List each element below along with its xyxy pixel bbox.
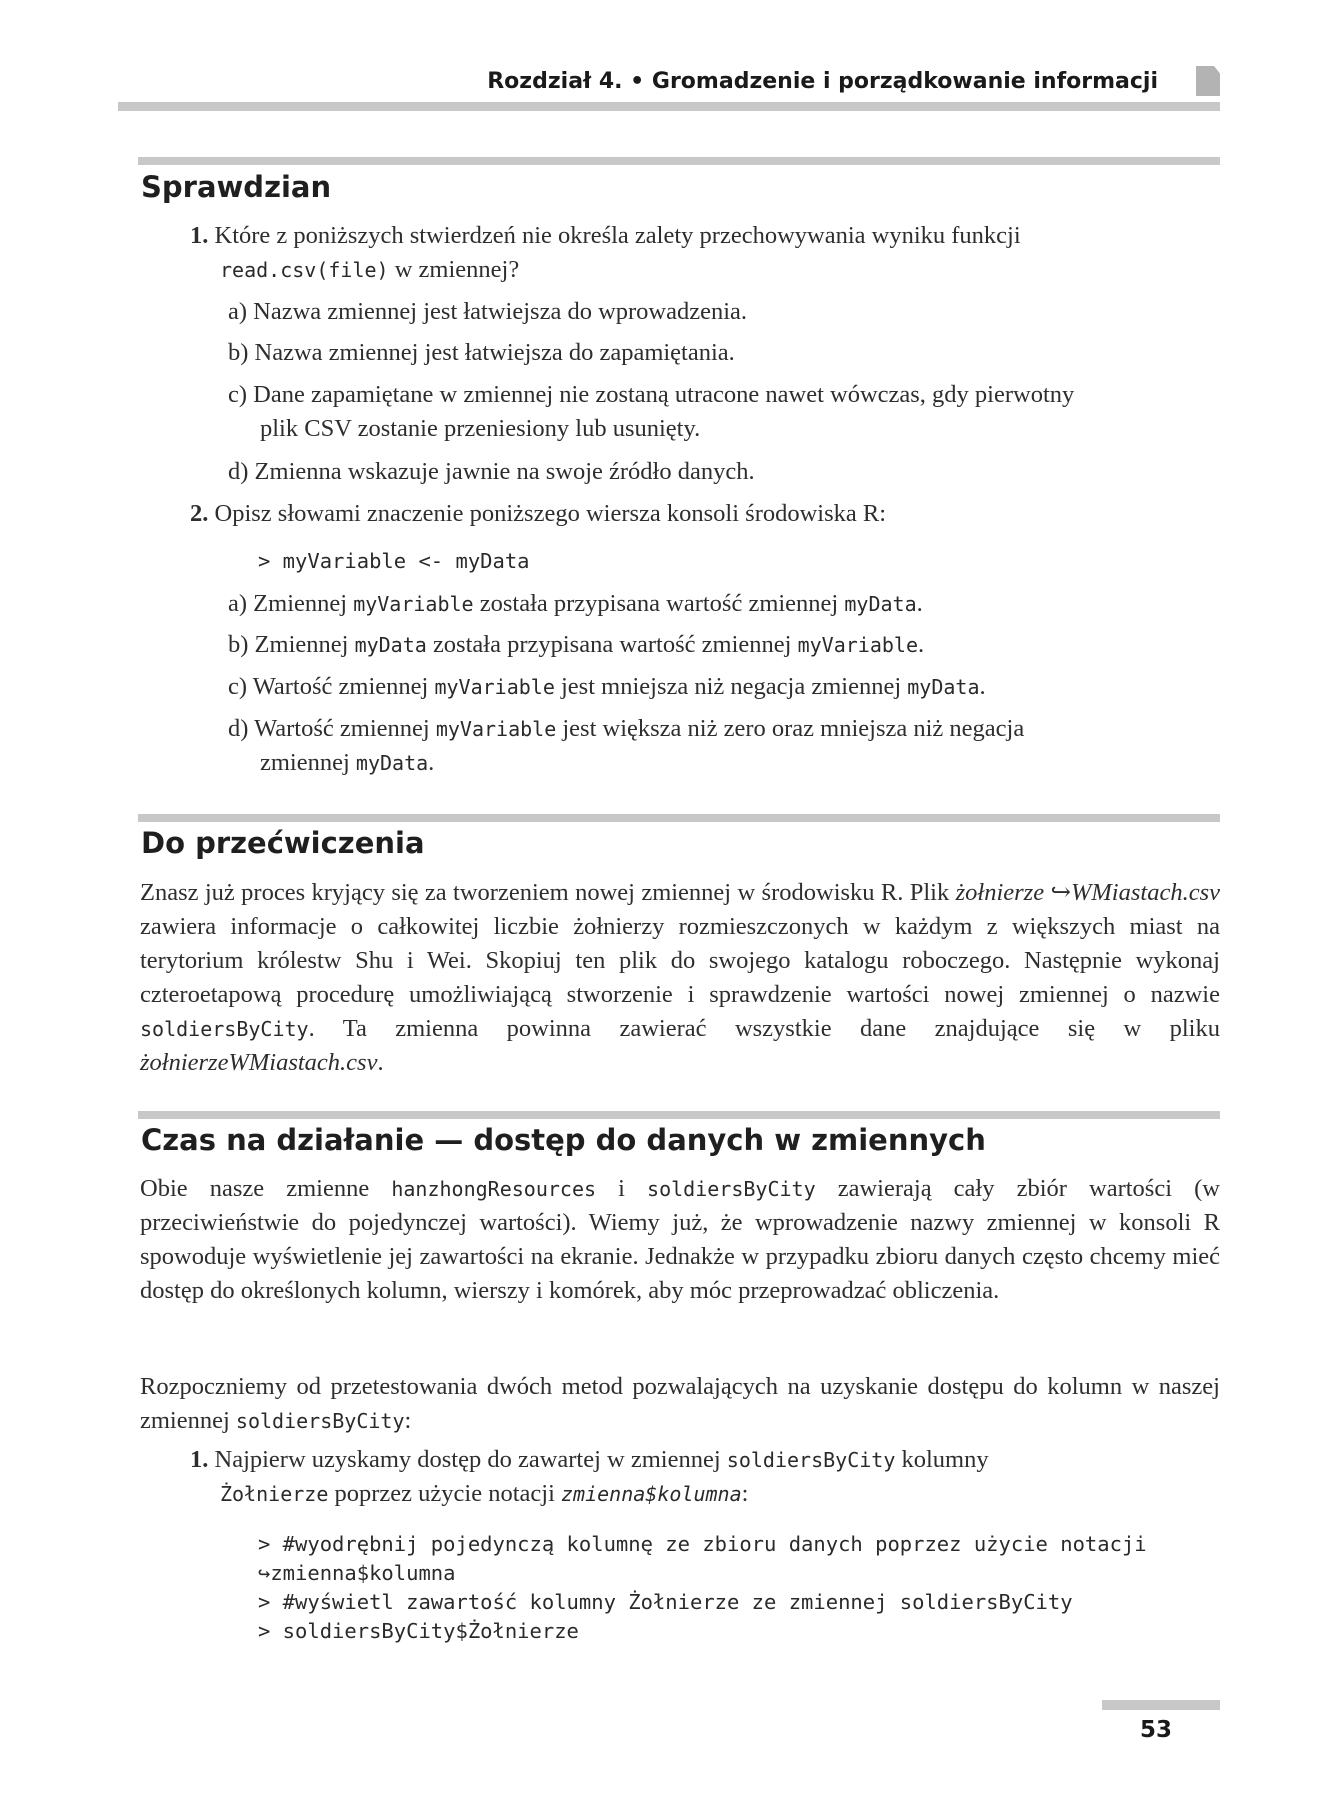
q1-code: read.csv(file) bbox=[220, 258, 389, 282]
option-text: Nazwa zmiennej jest łatwiejsza do zapamiętania. bbox=[254, 339, 735, 366]
code-line-2: ↪zmienna$kolumna bbox=[258, 1561, 456, 1585]
inline-code: myData bbox=[354, 633, 427, 657]
option-letter: b) bbox=[228, 339, 249, 366]
option-text: jest mniejsza niż negacja zmiennej bbox=[554, 673, 908, 700]
q1-option-b bbox=[228, 336, 735, 370]
section-rule-action bbox=[138, 1111, 1220, 1119]
option-letter: c) bbox=[228, 673, 248, 700]
q1-number: 1. bbox=[190, 222, 209, 249]
inline-code: myData bbox=[355, 751, 429, 775]
option-letter: c) bbox=[228, 381, 248, 408]
step-text: kolumny bbox=[895, 1446, 989, 1473]
action-paragraph-2 bbox=[140, 1370, 1220, 1438]
option-text: Wartość zmiennej bbox=[254, 715, 436, 742]
file-name: żołnierze ↪WMiastach.csv bbox=[955, 879, 1220, 906]
option-letter: d) bbox=[228, 458, 249, 485]
q1-option-c-line2: plik CSV zostanie przeniesiony lub usunięty. bbox=[260, 415, 701, 442]
quiz-q1-line1 bbox=[190, 219, 1021, 253]
inline-code: myVariable bbox=[434, 675, 555, 699]
paragraph-text: . Ta zmienna powinna zawierać wszystkie dane znajdujące się w pliku bbox=[308, 1015, 1220, 1042]
inline-code: soldiersByCity bbox=[726, 1448, 896, 1472]
option-text: . bbox=[918, 631, 925, 658]
paragraph-text: i bbox=[596, 1175, 648, 1202]
inline-code: zmienna$kolumna bbox=[561, 1482, 742, 1506]
option-letter: a) bbox=[228, 590, 248, 617]
q2-option-c bbox=[228, 670, 986, 704]
q2-option-b bbox=[228, 628, 924, 662]
action-step-1-line1 bbox=[190, 1443, 989, 1477]
file-name: żołnierzeWMiastach.csv bbox=[140, 1049, 378, 1076]
section-heading-action: Czas na działanie — dostęp do danych w zmiennych bbox=[141, 1123, 986, 1157]
option-text: została przypisana wartość zmiennej bbox=[426, 631, 798, 658]
q1-option-a bbox=[228, 295, 747, 329]
option-text: Wartość zmiennej bbox=[252, 673, 435, 700]
footer-rule bbox=[1102, 1700, 1220, 1710]
action-paragraph-1 bbox=[140, 1172, 1220, 1308]
paragraph-text: Rozpoczniemy od przetestowania dwóch metod pozwalających na uzyskanie dostępu do kolumn w naszej zmiennej bbox=[140, 1373, 1220, 1434]
page-number: 53 bbox=[1140, 1717, 1173, 1743]
section-rule-practice bbox=[138, 814, 1220, 822]
q2-number: 2. bbox=[190, 500, 209, 527]
code-line-3: > #wyświetl zawartość kolumny Żołnierze ze zmiennej soldiersByCity bbox=[258, 1590, 1073, 1614]
action-step-1-line2 bbox=[220, 1477, 748, 1511]
inline-code: myVariable bbox=[435, 717, 557, 741]
section-heading-practice: Do przećwiczenia bbox=[141, 826, 425, 860]
paragraph-text: Znasz już proces kryjący się za tworzeniem nowej zmiennej w środowisku R. Plik bbox=[140, 879, 956, 906]
option-text: . bbox=[979, 673, 986, 700]
q2-option-d-line2 bbox=[260, 746, 434, 780]
option-text: jest większa niż zero oraz mniejsza niż negacja bbox=[556, 715, 1025, 742]
quiz-q2 bbox=[190, 497, 886, 531]
running-header bbox=[118, 62, 1220, 118]
section-rule-quiz bbox=[138, 157, 1220, 165]
step-number: 1. bbox=[190, 1446, 209, 1473]
inline-code: myData bbox=[844, 592, 917, 616]
section-heading-quiz: Sprawdzian bbox=[141, 170, 332, 204]
option-text: została przypisana wartość zmiennej bbox=[473, 590, 845, 617]
inline-code: myVariable bbox=[797, 633, 918, 657]
code-line-1: > #wyodrębnij pojedynczą kolumnę ze zbioru danych poprzez użycie notacji bbox=[258, 1532, 1147, 1556]
inline-code: Żołnierze bbox=[220, 1482, 329, 1506]
step-text: Najpierw uzyskamy dostęp do zawartej w zmiennej bbox=[214, 1446, 727, 1473]
quiz-q1-line2 bbox=[220, 253, 519, 287]
inline-code: myVariable bbox=[353, 592, 474, 616]
q2-text: Opisz słowami znaczenie poniższego wiersza konsoli środowiska R: bbox=[214, 500, 887, 527]
option-text: Zmiennej bbox=[253, 590, 354, 617]
option-letter: a) bbox=[228, 298, 248, 325]
q2-option-a bbox=[228, 587, 923, 621]
option-text: Nazwa zmiennej jest łatwiejsza do wprowadzenia. bbox=[253, 298, 748, 325]
q2-code: > myVariable <- myData bbox=[258, 549, 530, 573]
page-tab-marker bbox=[1196, 66, 1220, 96]
inline-code: soldiersByCity bbox=[140, 1017, 309, 1041]
paragraph-text: : bbox=[404, 1407, 412, 1434]
inline-code: soldiersByCity bbox=[235, 1409, 405, 1433]
paragraph-text: zawierają cały zbiór wartości (w przeciwieństwie do pojedynczej wartości). Wiemy już, że wprowadzenie nazwy zmiennej w konsoli R spowoduje wyświetlenie jej zawartości na ekranie. Jednakże w przypadku zbioru danych często chcemy mieć dostęp do określonych kolumn, wierszy i komórek, aby móc przeprowadzać obliczenia. bbox=[140, 1175, 1220, 1304]
inline-code: myData bbox=[907, 675, 980, 699]
chapter-title: Rozdział 4. • Gromadzenie i porządkowanie informacji bbox=[487, 69, 1158, 94]
option-text: Dane zapamiętane w zmiennej nie zostaną utracone nawet wówczas, gdy pierwotny bbox=[253, 381, 1075, 408]
code-line-4: > soldiersByCity$Żołnierze bbox=[258, 1619, 579, 1643]
option-text: Zmienna wskazuje jawnie na swoje źródło danych. bbox=[254, 458, 755, 485]
practice-paragraph bbox=[140, 876, 1220, 1080]
option-text: . bbox=[428, 749, 435, 776]
option-text: zmiennej bbox=[260, 749, 356, 776]
header-rule bbox=[118, 102, 1220, 111]
paragraph-text: . bbox=[377, 1049, 384, 1076]
option-letter: b) bbox=[228, 631, 249, 658]
q1-option-c bbox=[228, 378, 1074, 412]
paragraph-text: Obie nasze zmienne bbox=[140, 1175, 392, 1202]
q1-text-end: w zmiennej? bbox=[388, 256, 520, 283]
step-text: : bbox=[741, 1480, 749, 1507]
option-text: . bbox=[916, 590, 923, 617]
q2-option-d bbox=[228, 712, 1024, 746]
step-text: poprzez użycie notacji bbox=[328, 1480, 562, 1507]
option-letter: d) bbox=[228, 715, 249, 742]
paragraph-text: zawiera informacje o całkowitej liczbie żołnierzy rozmieszczonych w każdym z większych miast na terytorium królestw Shu i Wei. Skopiuj ten plik do swojego katalogu roboczego. Następnie wykonaj czteroetapową procedurę umożliwiającą stworzenie i sprawdzenie wartości nowej zmiennej o nazwie bbox=[140, 913, 1220, 1008]
q1-option-d bbox=[228, 455, 755, 489]
q1-text: Które z poniższych stwierdzeń nie określa zalety przechowywania wyniku funkcji bbox=[214, 222, 1021, 249]
option-text: Zmiennej bbox=[254, 631, 355, 658]
inline-code: hanzhongResources bbox=[391, 1177, 597, 1201]
inline-code: soldiersByCity bbox=[647, 1177, 816, 1201]
